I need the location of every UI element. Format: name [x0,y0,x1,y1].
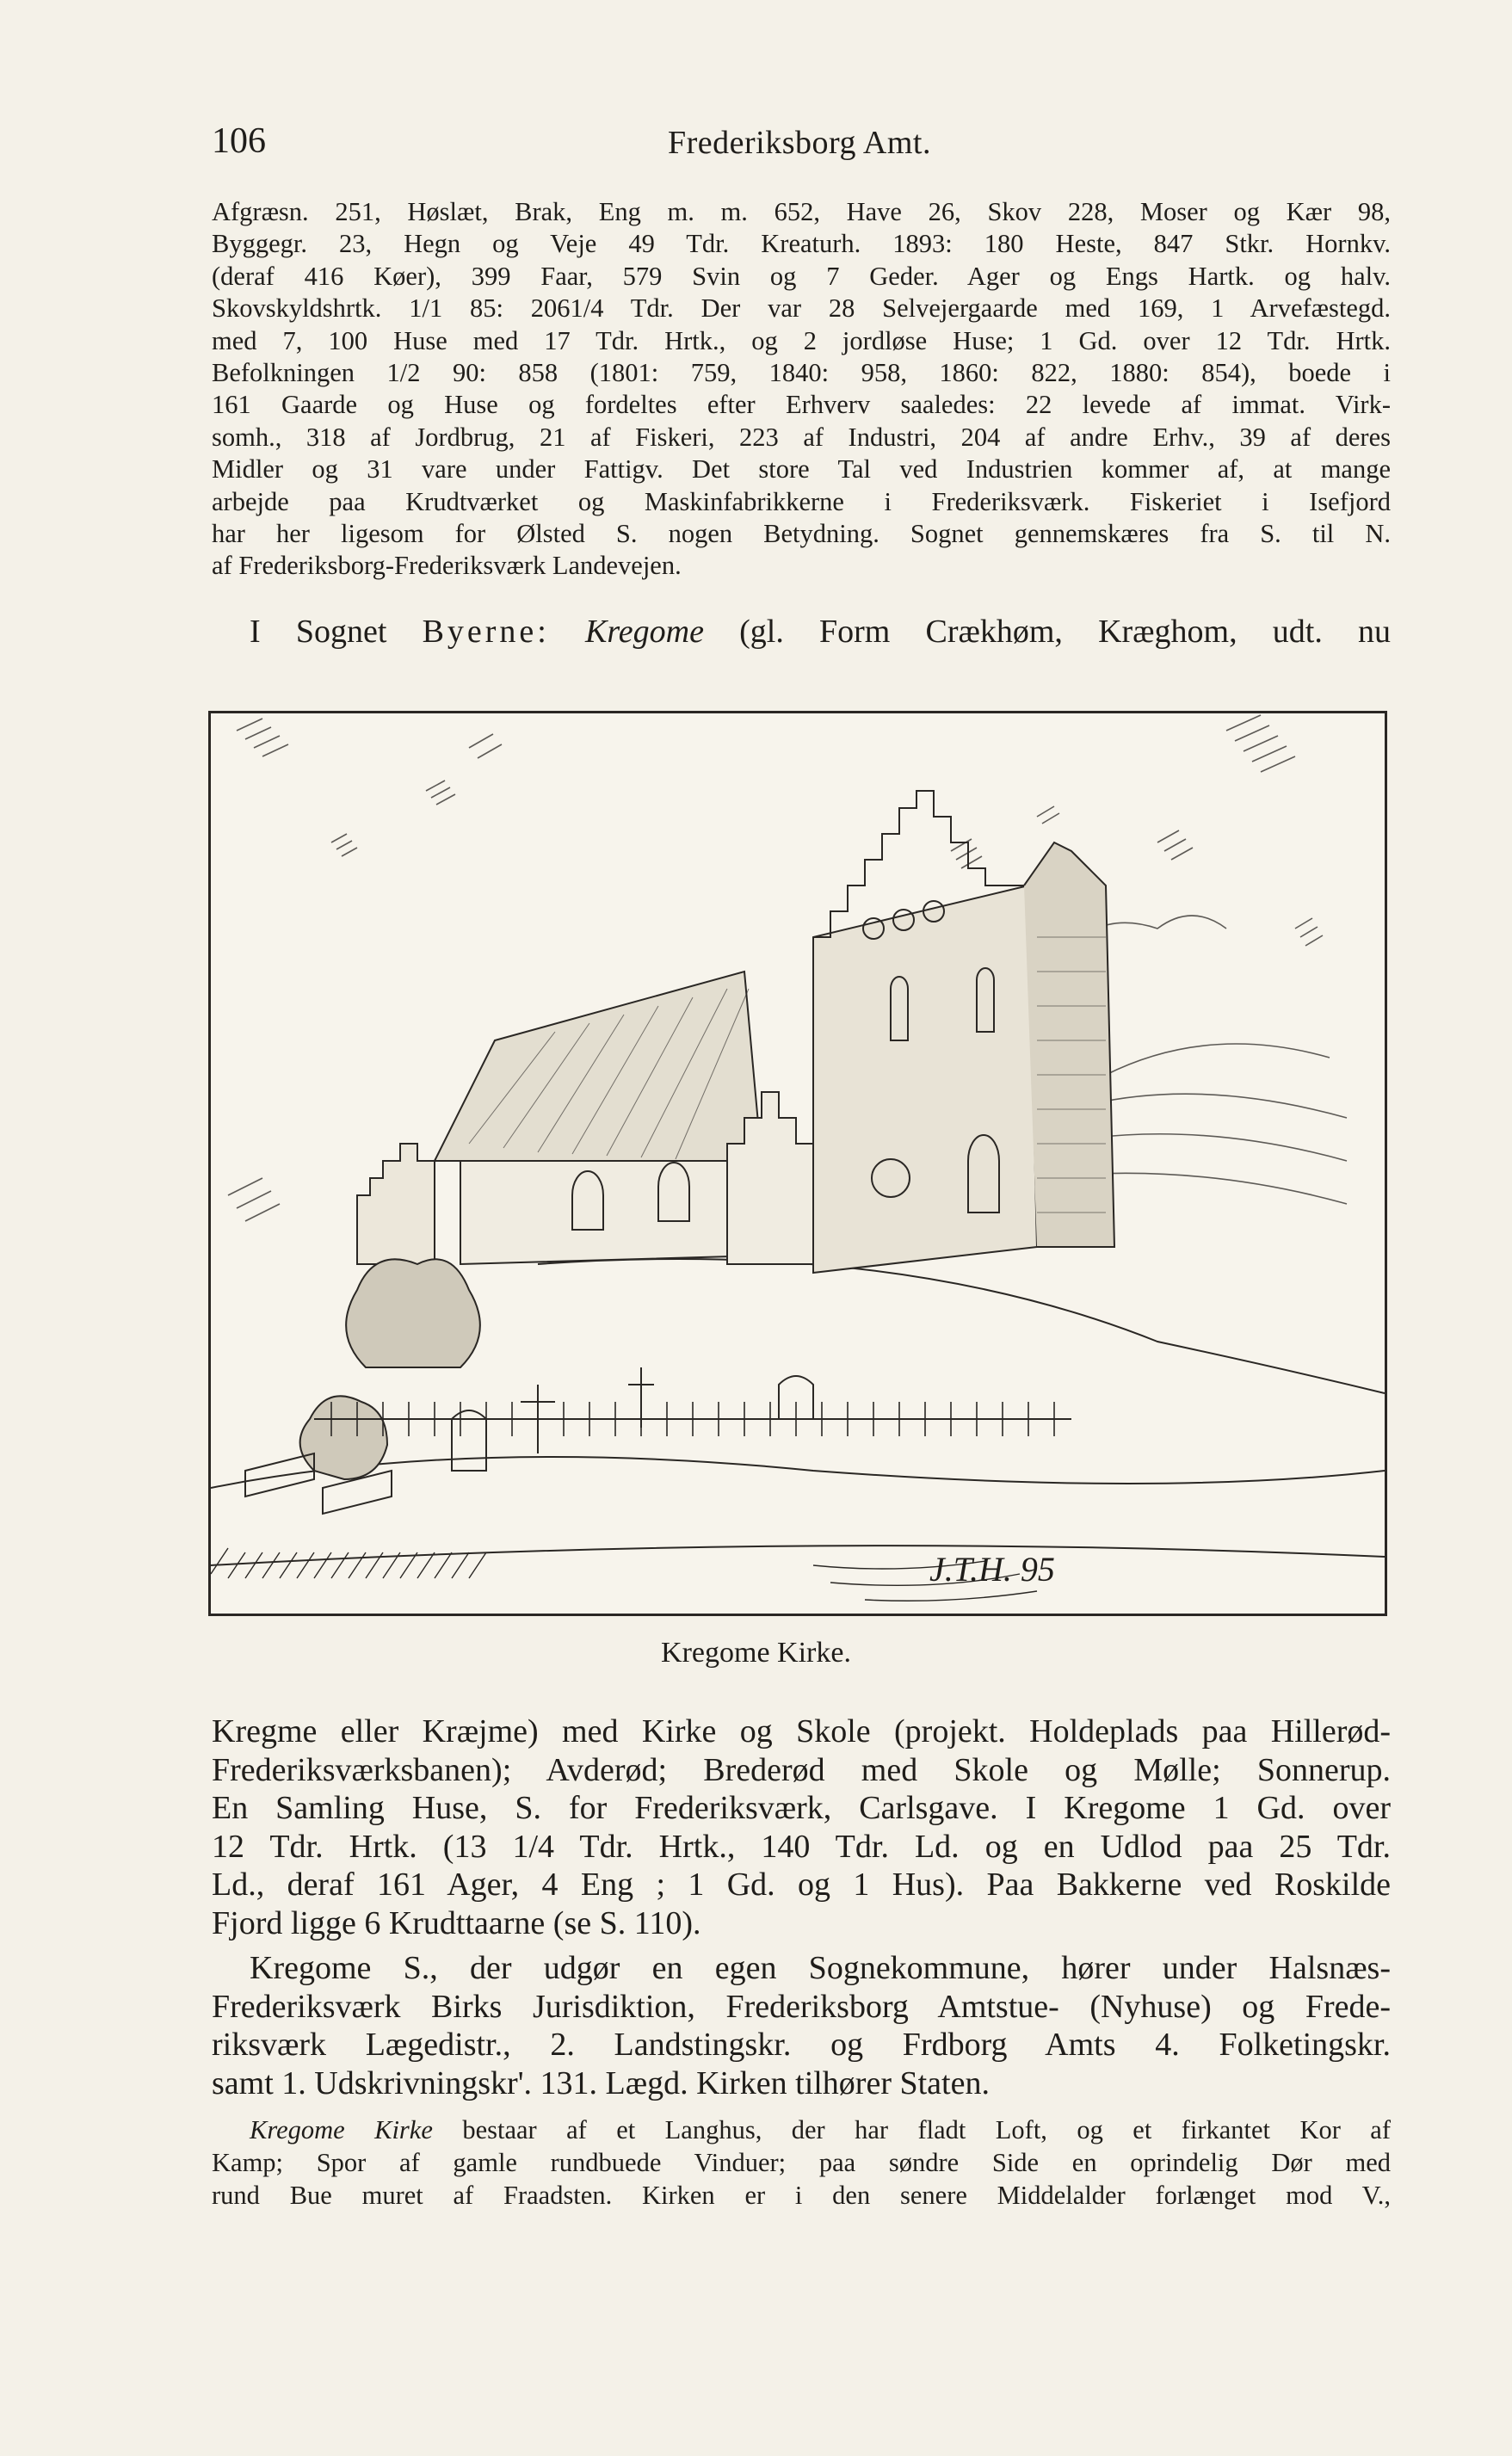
text-line: somh., 318 af Jordbrug, 21 af Fiskeri, 223 af Industri, 204 af andre Erhv., 39 af deres [212,422,1391,452]
villages-lead-line [250,613,1391,651]
text-line: har her ligesom for Ølsted S. nogen Betydning. Sognet gennemskæres fra S. til N. [212,519,1391,549]
lead-rest: (gl. Form Crækhøm, Kræghom, udt. nu [739,614,1391,650]
text-line: 161 Gaarde og Huse og fordeltes efter Erhverv saaledes: 22 levede af immat. Virk- [212,390,1391,420]
church-description [212,2114,1391,2212]
statistics-paragraph [212,196,1391,583]
text-line: Skovskyldshrtk. 1/1 85: 2061/4 Tdr. Der var 28 Selvejergaarde med 169, 1 Arvefæstegd. [212,293,1391,324]
text-line: Ld., deraf 161 Ager, 4 Eng ; 1 Gd. og 1 Hus). Paa Bakkerne ved Roskilde [212,1867,1391,1903]
churchyard-dike [538,1259,1385,1393]
place-name-kregome: Kregome [585,614,704,650]
text-line: Kamp; Spor af gamle rundbuede Vinduer; paa søndre Side en oprindelig Dør med [212,2148,1391,2177]
grass-hatching [211,1548,1037,1601]
text-line [212,2114,1391,2146]
text-line: En Samling Huse, S. for Frederiksværk, Carlsgave. I Kregome 1 Gd. over [212,1790,1391,1826]
church-engraving [208,711,1387,1616]
text-line: Afgræsn. 251, Høslæt, Brak, Eng m. m. 652, Have 26, Skov 228, Moser og Kær 98, [212,197,1391,226]
page-header [212,120,1391,172]
page-number: 106 [212,121,266,161]
text-line: arbejde paa Krudtværket og Maskinfabrikkerne i Frederiksværk. Fiskeriet i Isefjord [212,486,1391,516]
artist-signature: J.T.H. 95 [929,1550,1055,1589]
text-line: Kregome S., der udgør en egen Sognekommune, hører under Halsnæs- [250,1950,1391,1986]
lead-prefix: I Sognet [250,614,387,650]
nave-wall [460,1161,762,1264]
text-line: Midler og 31 vare under Fattigv. Det store Tal ved Industrien kommer af, at mange [212,454,1391,484]
text-line: rund Bue muret af Fraadsten. Kirken er i den senere Middelalder forlænget mod V., [212,2181,1391,2210]
text-line: Byggegr. 23, Hegn og Veje 49 Tdr. Kreaturh. 1893: 180 Heste, 847 Stkr. Hornkv. [212,229,1391,259]
text-line: Fjord ligge 6 Krudttaarne (se S. 110). [212,1904,701,1941]
church-name: Kregome Kirke [250,2115,433,2144]
text-line: Befolkningen 1/2 90: 858 (1801: 759, 1840: 958, 1860: 822, 1880: 854), boede i [212,358,1391,388]
text-line: (deraf 416 Køer), 399 Faar, 579 Svin og 7 Geder. Ager og Engs Hartk. og halv. [212,261,1391,291]
grave-slab [245,1453,314,1496]
church-drawing [211,713,1385,1614]
church-tower [813,886,1037,1273]
text-line: af Frederiksborg-Frederiksværk Landevejen. [212,551,682,581]
text-line: riksværk Lægedistr., 2. Landstingskr. og Frdborg Amts 4. Folketingskr. [212,2027,1391,2063]
lead-spaced-word: Byerne: [422,614,550,650]
stepped-gable [357,1144,435,1264]
text-line: 12 Tdr. Hrtk. (13 1/4 Tdr. Hrtk., 140 Tdr. Ld. og en Udlod paa 25 Tdr. [212,1828,1391,1865]
bush [300,1396,387,1479]
tower-side [1024,842,1114,1247]
text-line: Kregme eller Kræjme) med Kirke og Skole (projekt. Holdeplads paa Hillerød- [212,1713,1391,1749]
tree [346,1259,480,1367]
text-line: samt 1. Udskrivningskr'. 131. Lægd. Kirken tilhører Staten. [212,2064,990,2101]
nave-roof [435,972,762,1161]
running-title: Frederiksborg Amt. [668,125,931,161]
text-line: med 7, 100 Huse med 17 Tdr. Hrtk., og 2 jordløse Huse; 1 Gd. over 12 Tdr. Hrtk. [212,325,1391,355]
parish-paragraphs [212,1712,1391,2102]
text-fragment: bestaar af et Langhus, der har fladt Loft, og et firkantet Kor af [462,2115,1391,2144]
text-line: Frederiksværk Birks Jurisdiktion, Frederiksborg Amtstue- (Nyhuse) og Frede- [212,1988,1391,2025]
figure-caption: Kregome Kirke. [661,1637,851,1669]
text-line: Frederiksværksbanen); Avderød; Brederød med Skole og Mølle; Sonnerup. [212,1751,1391,1788]
